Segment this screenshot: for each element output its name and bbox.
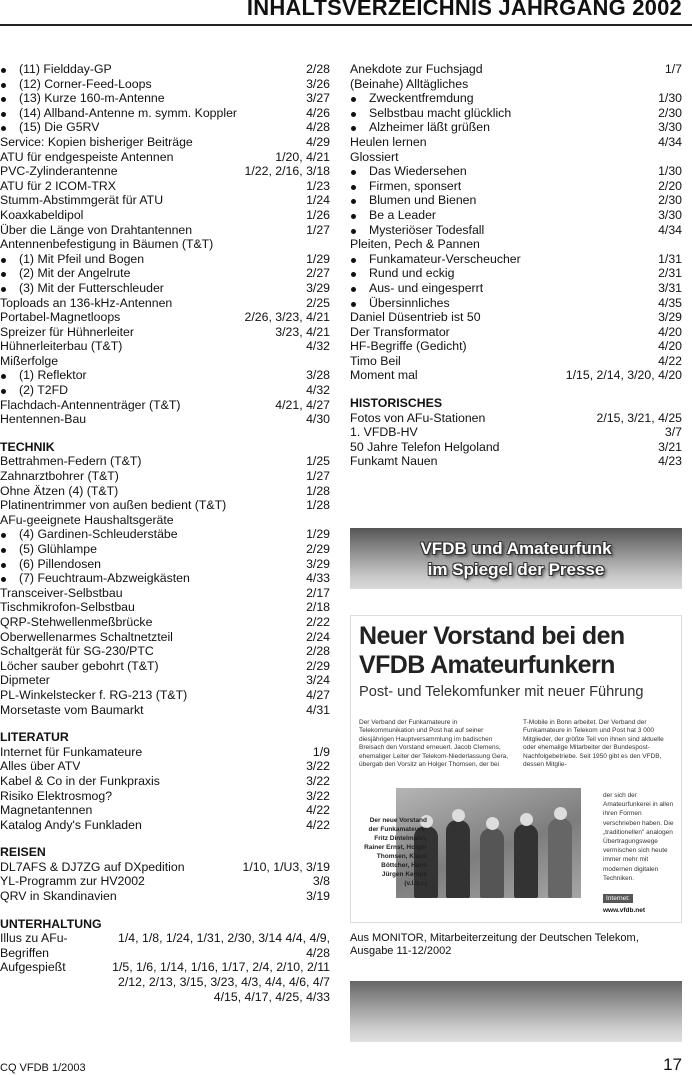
entry-pages: 3/7 bbox=[664, 425, 682, 440]
toc-entry bbox=[350, 368, 682, 383]
entry-title: (3) Mit der Futterschleuder bbox=[19, 280, 164, 295]
entry-title: 1. VFDB-HV bbox=[350, 425, 418, 440]
entry-pages: 4/28 bbox=[306, 120, 330, 135]
toc-entry bbox=[0, 266, 330, 281]
toc-entry bbox=[0, 703, 330, 718]
entry-pages: 2/31 bbox=[658, 266, 682, 281]
entry-title: Stumm-Abstimmgerät für ATU bbox=[0, 193, 164, 208]
entry-title: Timo Beil bbox=[350, 353, 401, 368]
entry-title: Firmen, sponsert bbox=[369, 178, 462, 193]
entry-title: Funkamt Nauen bbox=[350, 454, 438, 469]
entry-pages: 3/30 bbox=[658, 120, 682, 135]
entry-title: (5) Glühlampe bbox=[19, 542, 97, 556]
toc-entry bbox=[350, 237, 682, 252]
page-footer bbox=[0, 1055, 692, 1075]
entry-title: Rund und eckig bbox=[369, 266, 455, 281]
entry-pages: 2/24 bbox=[306, 629, 330, 644]
toc-entry bbox=[0, 310, 330, 325]
entry-title: Portabel-Magnetloops bbox=[0, 310, 121, 325]
toc-entry bbox=[350, 252, 682, 267]
entry-title: Aus- und eingesperrt bbox=[369, 280, 484, 295]
clip-headline-2: VFDB Amateurfunkern bbox=[359, 651, 615, 679]
toc-entry bbox=[0, 803, 330, 818]
toc-entry bbox=[350, 208, 682, 223]
entry-title: 50 Jahre Telefon Helgoland bbox=[350, 439, 500, 454]
toc-entry bbox=[350, 164, 682, 179]
entry-title: QRV in Skandinavien bbox=[0, 889, 117, 904]
toc-entry bbox=[0, 659, 330, 674]
toc-entry bbox=[0, 542, 330, 557]
entry-title: Koaxkabeldipol bbox=[0, 207, 84, 222]
toc-entry bbox=[0, 383, 330, 398]
entry-pages: 1/25 bbox=[306, 454, 330, 469]
entry-title: HISTORISCHES bbox=[350, 396, 443, 411]
toc-entry bbox=[0, 368, 330, 383]
entry-pages: 4/22 bbox=[658, 353, 682, 368]
entry-title: Tischmikrofon-Selbstbau bbox=[0, 600, 135, 615]
entry-pages: 1/29 bbox=[306, 251, 330, 266]
entry-pages: 1/7 bbox=[664, 62, 682, 76]
entry-pages: 2/18 bbox=[306, 600, 330, 615]
entry-title: Morsetaste vom Baumarkt bbox=[0, 702, 144, 717]
toc-entry bbox=[0, 688, 330, 703]
toc-entry bbox=[0, 789, 330, 804]
toc-entry bbox=[0, 208, 330, 223]
entry-title: Funkamateur-Verscheucher bbox=[369, 251, 521, 266]
entry-title: Übersinnliches bbox=[369, 295, 450, 310]
entry-title: Hentennen-Bau bbox=[0, 412, 87, 427]
toc-entry bbox=[0, 62, 330, 77]
entry-title: Blumen und Bienen bbox=[369, 193, 477, 208]
entry-pages: 4/34 bbox=[658, 222, 682, 237]
entry-title: (12) Corner-Feed-Loops bbox=[19, 76, 152, 91]
entry-pages: 4/20 bbox=[658, 339, 682, 354]
toc-entry bbox=[0, 630, 330, 645]
clip-body-column-2: T-Mobile in Bonn arbeitet. Der Verband der Funkamateure in Telekom und Post hat 3 000 Mitglieder, der größte Teil von ihnen sind aktuelle oder ehemalige Mitarbeiter der Bundespost-Nachfolgebetriebe. Seit 1950 gibt es den VFDB, dessen Mitglie- bbox=[523, 719, 664, 769]
entry-title: Moment mal bbox=[350, 368, 418, 383]
entry-title: REISEN bbox=[0, 845, 46, 860]
entry-pages: 2/25 bbox=[306, 295, 330, 310]
page-header bbox=[0, 0, 692, 26]
entry-title: ATU für 2 ICOM-TRX bbox=[0, 178, 116, 193]
toc-entry bbox=[350, 325, 682, 340]
entry-pages: 2/17 bbox=[306, 585, 330, 600]
toc-entry bbox=[0, 586, 330, 601]
entry-pages: 2/22 bbox=[306, 614, 330, 629]
entry-title: Internet für Funkamateure bbox=[0, 744, 143, 759]
entry-pages: 4/30 bbox=[306, 412, 330, 427]
entry-pages: 4/22 bbox=[306, 817, 330, 832]
entry-title: YL-Programm zur HV2002 bbox=[0, 874, 145, 889]
toc-entry bbox=[0, 889, 330, 904]
entry-pages: 3/27 bbox=[306, 91, 330, 106]
entry-pages: 2/29 bbox=[306, 658, 330, 673]
section-heading bbox=[0, 845, 330, 860]
press-banner bbox=[350, 528, 682, 589]
entry-pages: 1/22, 2/16, 3/18 bbox=[244, 164, 330, 179]
entry-title: LITERATUR bbox=[0, 730, 69, 745]
press-banner-line-2: im Spiegel der Presse bbox=[427, 559, 605, 579]
toc-entry bbox=[350, 440, 682, 455]
entry-title: HF-Begriffe (Gedicht) bbox=[350, 339, 467, 354]
entry-pages: 1/5, 1/6, 1/14, 1/16, 1/17, 2/4, 2/10, 2/11 2/12, 2/13, 3/15, 3/23, 4/3, 4/4, 4/6, 4/7 4/15, 4/17, 4/25, 4/33 bbox=[112, 960, 330, 1004]
toc-entry bbox=[0, 77, 330, 92]
entry-pages: 1/24 bbox=[306, 193, 330, 208]
toc-entry bbox=[0, 484, 330, 499]
entry-pages: 4/29 bbox=[306, 134, 330, 149]
entry-pages: 2/29 bbox=[306, 542, 330, 556]
toc-entry bbox=[350, 62, 682, 77]
entry-pages: 1/27 bbox=[306, 469, 330, 484]
entry-title: Dipmeter bbox=[0, 673, 50, 688]
entry-pages: 3/26 bbox=[306, 76, 330, 91]
entry-title: (6) Pillendosen bbox=[19, 556, 102, 571]
entry-pages: 1/28 bbox=[306, 498, 330, 513]
toc-entry bbox=[350, 135, 682, 150]
entry-title: (2) Mit der Angelrute bbox=[19, 266, 131, 281]
toc-entry bbox=[0, 774, 330, 789]
entry-pages: 2/26, 3/23, 4/21 bbox=[244, 310, 330, 325]
entry-pages: 3/22 bbox=[306, 759, 330, 774]
toc-entry bbox=[0, 557, 330, 572]
entry-title: ATU für endgespeiste Antennen bbox=[0, 149, 174, 164]
clip-subheadline: Post- und Telekomfunker mit neuer Führung bbox=[359, 684, 644, 700]
entry-title: UNTERHALTUNG bbox=[0, 916, 102, 931]
entry-title: Transceiver-Selbstbau bbox=[0, 585, 123, 600]
entry-title: Platinentrimmer von außen bedient (T&T) bbox=[0, 498, 227, 513]
toc-entry bbox=[350, 77, 682, 92]
entry-title: Alzheimer läßt grüßen bbox=[369, 120, 490, 135]
entry-pages: 4/23 bbox=[658, 454, 682, 469]
entry-title: (15) Die G5RV bbox=[19, 120, 100, 135]
photo-caption: Der neue Vorstand der Funkamateure: Fritz Dintelmann, Rainer Ernst, Holger Thomsen, Klaus Böttcher, Hans Jürgen Kempe (v.l.n.r.) bbox=[364, 817, 427, 887]
toc-entry bbox=[0, 412, 330, 427]
entry-pages: 1/23 bbox=[306, 178, 330, 193]
toc-entry bbox=[350, 310, 682, 325]
entry-title: Spreizer für Hühnerleiter bbox=[0, 324, 134, 339]
entry-pages: 4/26 bbox=[306, 105, 330, 120]
toc-entry bbox=[0, 513, 330, 528]
toc-entry bbox=[0, 193, 330, 208]
toc-entry bbox=[0, 252, 330, 267]
toc-entry bbox=[350, 193, 682, 208]
vfdb-url: www.vfdb.net bbox=[603, 907, 646, 914]
section-heading bbox=[0, 730, 330, 745]
toc-entry bbox=[350, 150, 682, 165]
entry-title: Der Transformator bbox=[350, 324, 450, 339]
toc-entry bbox=[0, 860, 330, 875]
entry-title: (1) Reflektor bbox=[19, 368, 87, 383]
entry-title: Service: Kopien bisheriger Beiträge bbox=[0, 134, 193, 149]
entry-pages: 4/22 bbox=[306, 803, 330, 818]
entry-title: QRP-Stehwellenmeßbrücke bbox=[0, 614, 153, 629]
entry-title: Ohne Ätzen (4) (T&T) bbox=[0, 483, 119, 498]
entry-pages: 2/30 bbox=[658, 193, 682, 208]
entry-title: Aufgespießt bbox=[0, 960, 66, 975]
entry-title: Be a Leader bbox=[369, 207, 437, 222]
toc-entry bbox=[0, 745, 330, 760]
grey-placeholder-box bbox=[350, 981, 682, 1042]
entry-title: (13) Kurze 160-m-Antenne bbox=[19, 91, 165, 106]
toc-entry bbox=[350, 339, 682, 354]
toc-entry bbox=[0, 150, 330, 165]
entry-pages: 3/19 bbox=[306, 889, 330, 904]
entry-title: Daniel Düsentrieb ist 50 bbox=[350, 310, 481, 325]
clip-body-column-1: Der Verband der Funkamateure in Telekommunikation und Post hat auf seiner diesjährigen Hauptversammlung im badischen Breisach den Vorstand erneuert. Jacob Clemens, ehemaliger Leiter der Telekom-Niederlassung Gera, übergab den Vorsitz an Holger Thomsen, der bei bbox=[359, 719, 509, 769]
entry-title: Mißerfolge bbox=[0, 353, 59, 368]
entry-pages: 3/28 bbox=[306, 368, 330, 383]
toc-entry bbox=[350, 179, 682, 194]
entry-pages: 3/22 bbox=[306, 773, 330, 788]
entry-pages: 3/22 bbox=[306, 788, 330, 803]
entry-pages: 3/29 bbox=[658, 310, 682, 325]
toc-entry bbox=[0, 960, 330, 1004]
entry-pages: 3/23, 4/21 bbox=[275, 324, 330, 339]
entry-title: Fotos von AFu-Stationen bbox=[350, 410, 486, 425]
entry-title: Zweckentfremdung bbox=[369, 91, 474, 106]
entry-pages: 1/31 bbox=[658, 251, 682, 266]
entry-title: Das Wiedersehen bbox=[369, 164, 467, 179]
section-heading bbox=[0, 440, 330, 455]
toc-entry bbox=[0, 644, 330, 659]
entry-pages: 2/20 bbox=[658, 178, 682, 193]
toc-entry bbox=[0, 296, 330, 311]
entry-title: (4) Gardinen-Schleuderstäbe bbox=[19, 527, 178, 542]
clip-internet-box bbox=[603, 894, 675, 914]
entry-pages: 4/34 bbox=[658, 134, 682, 149]
entry-pages: 2/27 bbox=[306, 266, 330, 281]
entry-title: Über die Länge von Drahtantennen bbox=[0, 222, 193, 237]
entry-title: (1) Mit Pfeil und Bogen bbox=[19, 251, 145, 266]
toc-entry bbox=[350, 106, 682, 121]
toc-entry bbox=[350, 281, 682, 296]
toc-entry bbox=[350, 120, 682, 135]
entry-pages: 4/35 bbox=[658, 295, 682, 310]
entry-pages: 1/4, 1/8, 1/24, 1/31, 2/30, 3/14 4/4, 4/9, 4/28 bbox=[118, 931, 330, 960]
entry-pages: 3/21 bbox=[658, 439, 682, 454]
entry-pages: 1/27 bbox=[306, 222, 330, 237]
entry-title: Risiko Elektrosmog? bbox=[0, 788, 113, 803]
toc-entry bbox=[350, 354, 682, 369]
toc-entry bbox=[0, 106, 330, 121]
entry-title: Illus zu AFu-Begriffen bbox=[0, 931, 68, 960]
toc-left-column bbox=[0, 62, 330, 1004]
section-heading bbox=[0, 917, 330, 932]
entry-title: (7) Feuchtraum-Abzweigkästen bbox=[19, 571, 190, 586]
page-number: 17 bbox=[663, 1055, 682, 1074]
entry-title: Toploads an 136-kHz-Antennen bbox=[0, 295, 173, 310]
entry-pages: 1/29 bbox=[306, 527, 330, 542]
toc-entry bbox=[0, 179, 330, 194]
entry-pages: 3/29 bbox=[306, 280, 330, 295]
toc-entry bbox=[0, 91, 330, 106]
toc-entry bbox=[0, 874, 330, 889]
entry-title: DL7AFS & DJ7ZG auf DXpedition bbox=[0, 859, 185, 874]
toc-entry bbox=[0, 527, 330, 542]
internet-label: Internet: bbox=[603, 894, 633, 903]
entry-title: Kabel & Co in der Funkpraxis bbox=[0, 773, 160, 788]
clip-headline-1: Neuer Vorstand bei den bbox=[359, 622, 625, 650]
entry-title: TECHNIK bbox=[0, 439, 55, 454]
toc-entry bbox=[0, 281, 330, 296]
entry-title: PL-Winkelstecker f. RG-213 (T&T) bbox=[0, 687, 188, 702]
entry-pages: 2/28 bbox=[306, 62, 330, 76]
toc-entry bbox=[0, 571, 330, 586]
entry-pages: 3/8 bbox=[312, 874, 330, 889]
toc-entry bbox=[0, 339, 330, 354]
entry-title: Schaltgerät für SG-230/PTC bbox=[0, 644, 154, 659]
toc-entry bbox=[0, 135, 330, 150]
entry-pages: 2/15, 3/21, 4/25 bbox=[596, 410, 682, 425]
entry-pages: 1/9 bbox=[312, 744, 330, 759]
toc-entry bbox=[350, 454, 682, 469]
toc-entry bbox=[0, 354, 330, 369]
entry-title: Flachdach-Antennenträger (T&T) bbox=[0, 397, 181, 412]
entry-pages: 4/33 bbox=[306, 571, 330, 586]
entry-title: AFu-geeignete Haushaltsgeräte bbox=[0, 512, 174, 527]
entry-pages: 1/26 bbox=[306, 207, 330, 222]
entry-title: Magnetantennen bbox=[0, 803, 93, 818]
entry-pages: 1/30 bbox=[658, 164, 682, 179]
toc-entry bbox=[350, 425, 682, 440]
entry-title: Bettrahmen-Federn (T&T) bbox=[0, 454, 142, 469]
entry-pages: 4/21, 4/27 bbox=[275, 397, 330, 412]
page-title: INHALTSVERZEICHNIS JAHRGANG 2002 bbox=[246, 0, 682, 20]
toc-entry bbox=[350, 296, 682, 311]
toc-entry bbox=[0, 120, 330, 135]
toc-entry bbox=[0, 931, 330, 960]
entry-title: (14) Allband-Antenne m. symm. Koppler bbox=[19, 105, 238, 120]
entry-title: Antennenbefestigung in Bäumen (T&T) bbox=[0, 237, 214, 252]
entry-pages: 4/32 bbox=[306, 339, 330, 354]
toc-entry bbox=[350, 91, 682, 106]
toc-entry bbox=[0, 759, 330, 774]
entry-pages: 2/30 bbox=[658, 105, 682, 120]
toc-entry bbox=[0, 325, 330, 340]
entry-title: (2) T2FD bbox=[19, 383, 68, 398]
toc-entry bbox=[350, 266, 682, 281]
toc-entry bbox=[350, 411, 682, 426]
clip-body-right: der sich der Amateurfunkerei in allen ihren Formen verschrieben haben. Die „traditionellen" analogen Übertragungswege vermischen sich heute immer mehr mit modernen digitalen Techniken. bbox=[603, 792, 674, 882]
entry-title: Zahnarztbohrer (T&T) bbox=[0, 469, 119, 484]
entry-pages: 3/24 bbox=[306, 673, 330, 688]
entry-pages: 4/31 bbox=[306, 702, 330, 717]
entry-title: Pleiten, Pech & Pannen bbox=[350, 237, 480, 252]
entry-title: (Beinahe) Alltägliches bbox=[350, 76, 469, 91]
section-heading bbox=[350, 396, 682, 411]
entry-title: Oberwellenarmes Schaltnetzteil bbox=[0, 629, 173, 644]
entry-pages: 2/28 bbox=[306, 644, 330, 659]
toc-entry bbox=[0, 164, 330, 179]
entry-title: (11) Fieldday-GP bbox=[19, 62, 112, 76]
toc-entry bbox=[0, 615, 330, 630]
entry-pages: 1/20, 4/21 bbox=[275, 149, 330, 164]
toc-entry bbox=[0, 673, 330, 688]
entry-title: Katalog Andy's Funkladen bbox=[0, 817, 142, 832]
entry-pages: 1/10, 1/U3, 3/19 bbox=[242, 859, 330, 874]
entry-pages: 3/29 bbox=[306, 556, 330, 571]
toc-entry bbox=[0, 454, 330, 469]
toc-entry bbox=[350, 223, 682, 238]
entry-title: Löcher sauber gebohrt (T&T) bbox=[0, 658, 159, 673]
entry-pages: 4/20 bbox=[658, 324, 682, 339]
entry-title: Glossiert bbox=[350, 149, 399, 164]
press-clipping bbox=[350, 615, 682, 923]
toc-entry bbox=[0, 469, 330, 484]
entry-pages: 3/30 bbox=[658, 207, 682, 222]
toc-entry bbox=[0, 600, 330, 615]
entry-pages: 1/28 bbox=[306, 483, 330, 498]
entry-title: Mysteriöser Todesfall bbox=[369, 222, 485, 237]
entry-pages: 4/27 bbox=[306, 687, 330, 702]
entry-pages: 4/32 bbox=[306, 383, 330, 398]
entry-pages: 1/30 bbox=[658, 91, 682, 106]
toc-entry bbox=[0, 237, 330, 252]
press-banner-line-1: VFDB und Amateurfunk bbox=[420, 538, 612, 558]
entry-title: Hühnerleiterbau (T&T) bbox=[0, 339, 123, 354]
header-rule bbox=[0, 24, 692, 26]
toc-entry bbox=[0, 498, 330, 513]
toc-entry bbox=[0, 223, 330, 238]
entry-pages: 1/15, 2/14, 3/20, 4/20 bbox=[565, 368, 682, 383]
entry-title: Heulen lernen bbox=[350, 134, 427, 149]
toc-right-column bbox=[350, 62, 682, 469]
clip-source-caption: Aus MONITOR, Mitarbeiterzeitung der Deutschen Telekom, Ausgabe 11-12/2002 bbox=[350, 932, 639, 957]
entry-title: Alles über ATV bbox=[0, 759, 81, 774]
toc-entry bbox=[0, 818, 330, 833]
entry-title: Anekdote zur Fuchsjagd bbox=[350, 62, 483, 76]
entry-title: PVC-Zylinderantenne bbox=[0, 164, 118, 179]
footer-source: CQ VFDB 1/2003 bbox=[0, 1062, 86, 1074]
toc-entry bbox=[0, 398, 330, 413]
entry-pages: 3/31 bbox=[658, 280, 682, 295]
entry-title: Selbstbau macht glücklich bbox=[369, 105, 512, 120]
